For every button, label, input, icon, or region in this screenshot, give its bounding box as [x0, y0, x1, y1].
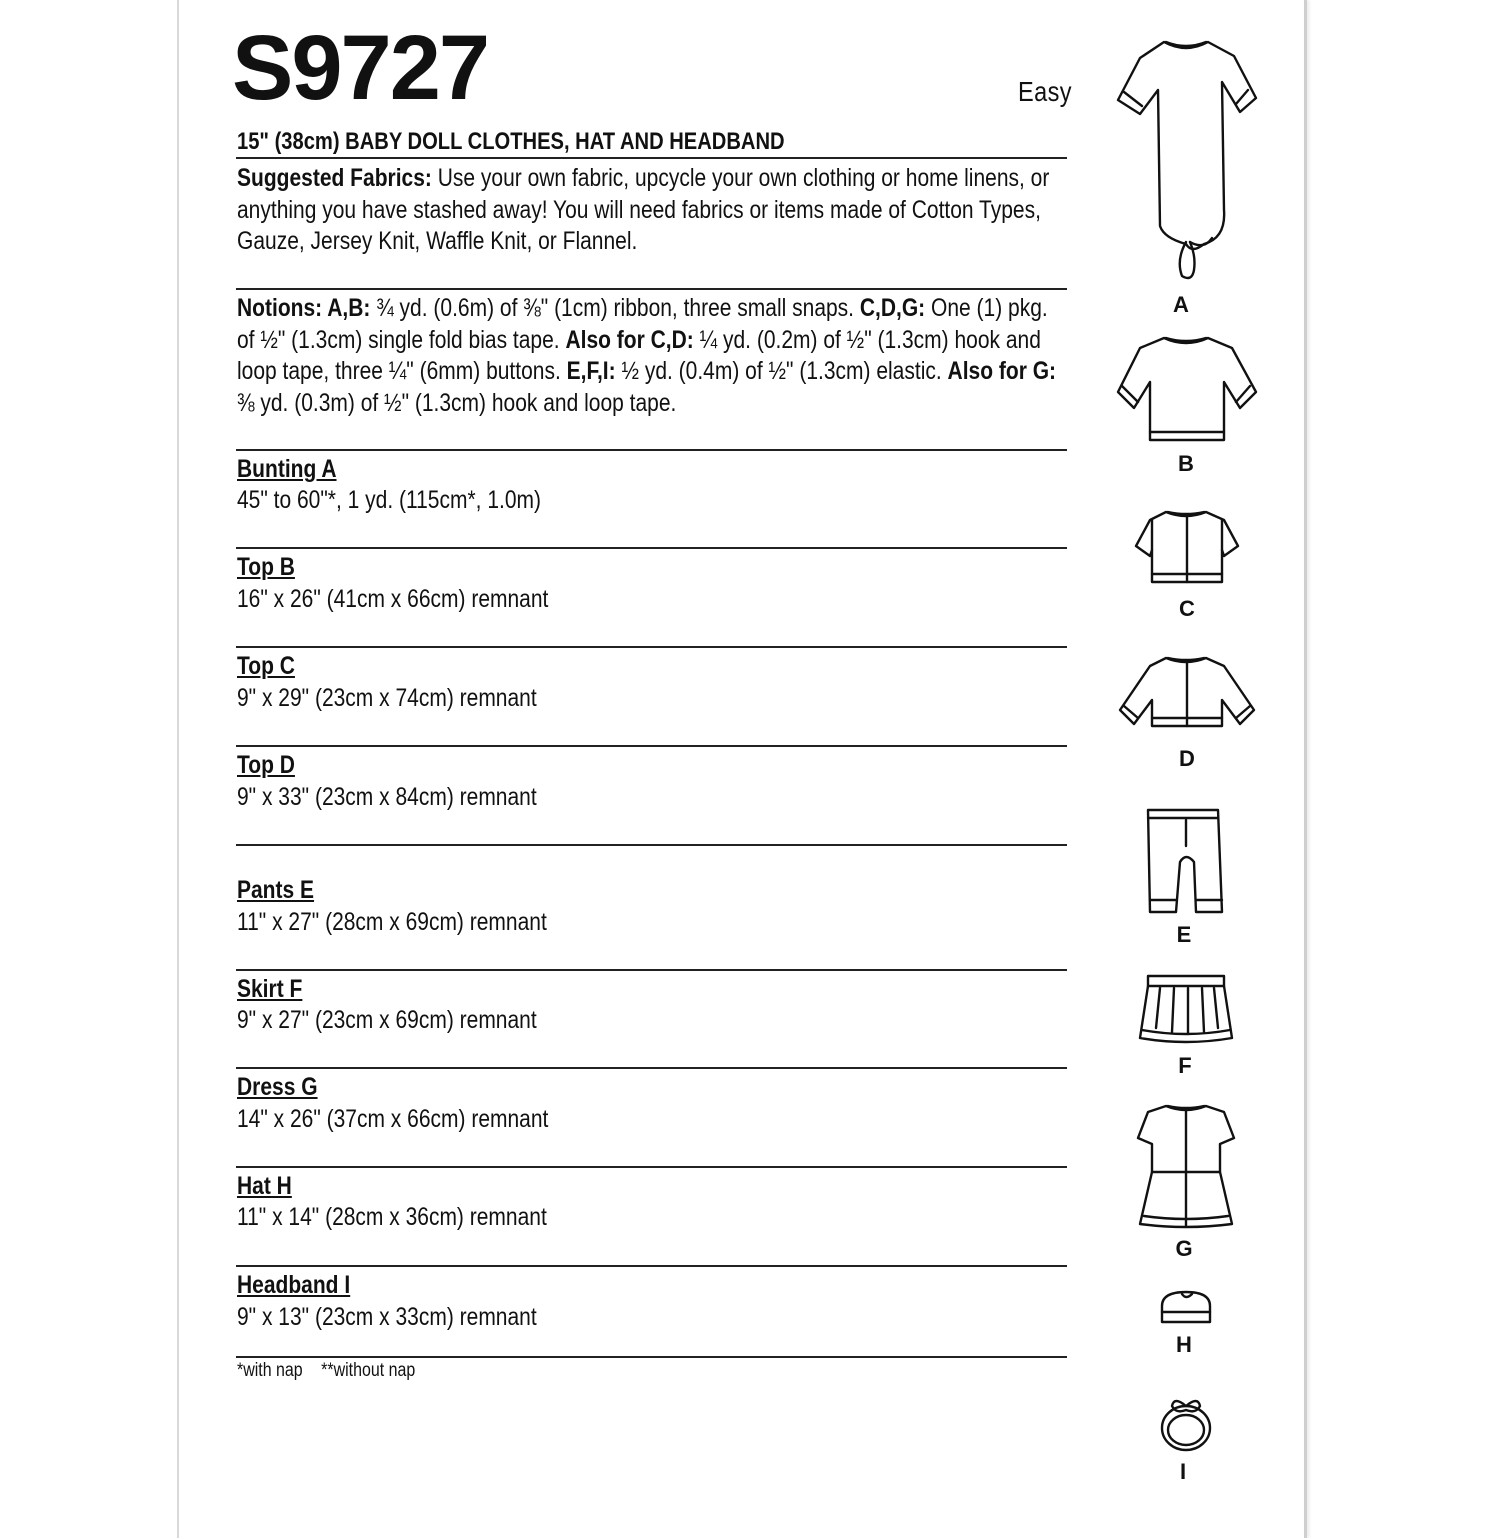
section-title-top-b: Top B: [237, 553, 295, 581]
section-title-headband-i: Headband I: [237, 1271, 351, 1299]
section-value-bunting-a: 45" to 60"*, 1 yd. (115cm*, 1.0m): [237, 486, 542, 514]
divider: [236, 1067, 1067, 1069]
section-value-top-b: 16" x 26" (41cm x 66cm) remnant: [237, 585, 549, 613]
notions-cd-text: ¼ yd. (0.2m) of ½" (1.3cm) hook and loop tape, three ¼" (6mm) buttons.: [237, 325, 1041, 385]
notions-efi-text: ½ yd. (0.4m) of ½" (1.3cm) elastic.: [615, 357, 948, 385]
divider: [236, 1166, 1067, 1168]
dress-g-illustration: [1138, 1106, 1234, 1227]
footnote-without-nap: **without nap: [321, 1360, 416, 1381]
view-label-d: D: [1179, 746, 1195, 771]
hat-h-illustration: [1162, 1292, 1210, 1322]
notions-cdg-text: One (1) pkg. of ½" (1.3cm) single fold bias tape.: [237, 294, 1048, 354]
notions-ab-text: ¾ yd. (0.6m) of ⅜" (1cm) ribbon, three small snaps.: [370, 294, 860, 322]
section-title-skirt-f: Skirt F: [237, 975, 303, 1003]
divider: [236, 745, 1067, 747]
difficulty-label: Easy: [1018, 76, 1072, 107]
section-value-top-d: 9" x 33" (23cm x 84cm) remnant: [237, 783, 537, 811]
section-value-skirt-f: 9" x 27" (23cm x 69cm) remnant: [237, 1006, 537, 1034]
divider: [236, 157, 1067, 159]
section-title-pants-e: Pants E: [237, 876, 315, 904]
divider: [236, 1265, 1067, 1267]
notions: [237, 293, 1069, 419]
fabrics-text: Use your own fabric, upcycle your own clothing or home linens, or anything you have stashed away! You will need fabrics or items made of Cotton Types, Gauze, Jersey Knit, Waffle Knit, or Flannel.: [237, 164, 1050, 255]
fabrics-label: Suggested Fabrics:: [237, 164, 432, 192]
pattern-title: 15" (38cm) BABY DOLL CLOTHES, HAT AND HEADBAND: [237, 128, 785, 155]
divider: [236, 449, 1067, 451]
notions-ab-label: A,B:: [327, 294, 371, 322]
headband-i-illustration: [1162, 1401, 1210, 1450]
divider: [236, 547, 1067, 549]
section-value-top-c: 9" x 29" (23cm x 74cm) remnant: [237, 684, 537, 712]
page-edge-right: [1304, 0, 1307, 1538]
section-title-dress-g: Dress G: [237, 1073, 318, 1101]
view-label-f: F: [1178, 1053, 1192, 1078]
top-d-illustration: [1120, 658, 1254, 726]
divider: [236, 288, 1067, 290]
view-label-b: B: [1178, 451, 1194, 476]
view-label-i: I: [1179, 1459, 1187, 1484]
footnote-with-nap: *with nap: [237, 1360, 303, 1381]
view-label-h: H: [1176, 1332, 1192, 1357]
suggested-fabrics: [237, 163, 1069, 258]
view-label-a: A: [1173, 292, 1189, 317]
section-title-bunting-a: Bunting A: [237, 455, 337, 483]
bunting-a-illustration: [1118, 42, 1256, 278]
section-value-hat-h: 11" x 14" (28cm x 36cm) remnant: [237, 1203, 547, 1231]
notions-efi-label: E,F,I:: [566, 357, 616, 385]
section-title-hat-h: Hat H: [237, 1172, 292, 1200]
pattern-number: S9727: [232, 17, 489, 119]
skirt-f-illustration: [1140, 976, 1232, 1042]
page-edge-left: [177, 0, 179, 1538]
section-value-pants-e: 11" x 27" (28cm x 69cm) remnant: [237, 908, 547, 936]
view-label-c: C: [1179, 596, 1195, 621]
section-title-top-c: Top C: [237, 652, 295, 680]
view-label-e: E: [1176, 922, 1192, 947]
section-title-top-d: Top D: [237, 751, 295, 779]
section-value-headband-i: 9" x 13" (23cm x 33cm) remnant: [237, 1303, 537, 1331]
section-value-dress-g: 14" x 26" (37cm x 66cm) remnant: [237, 1105, 549, 1133]
notions-cdg-label: C,D,G:: [859, 294, 926, 322]
top-c-illustration: [1136, 512, 1238, 582]
divider: [236, 646, 1067, 648]
divider: [236, 969, 1067, 971]
pants-e-illustration: [1148, 810, 1222, 912]
divider: [236, 1356, 1067, 1358]
notions-g-label: Also for G:: [947, 357, 1057, 385]
top-b-illustration: [1118, 338, 1256, 440]
divider: [236, 844, 1067, 846]
notions-label: Notions:: [237, 294, 328, 322]
view-label-g: G: [1175, 1236, 1193, 1261]
footnotes: [237, 1360, 434, 1382]
notions-cd-label: Also for C,D:: [565, 325, 694, 354]
notions-g-text: ⅜ yd. (0.3m) of ½" (1.3cm) hook and loop tape.: [237, 388, 677, 417]
